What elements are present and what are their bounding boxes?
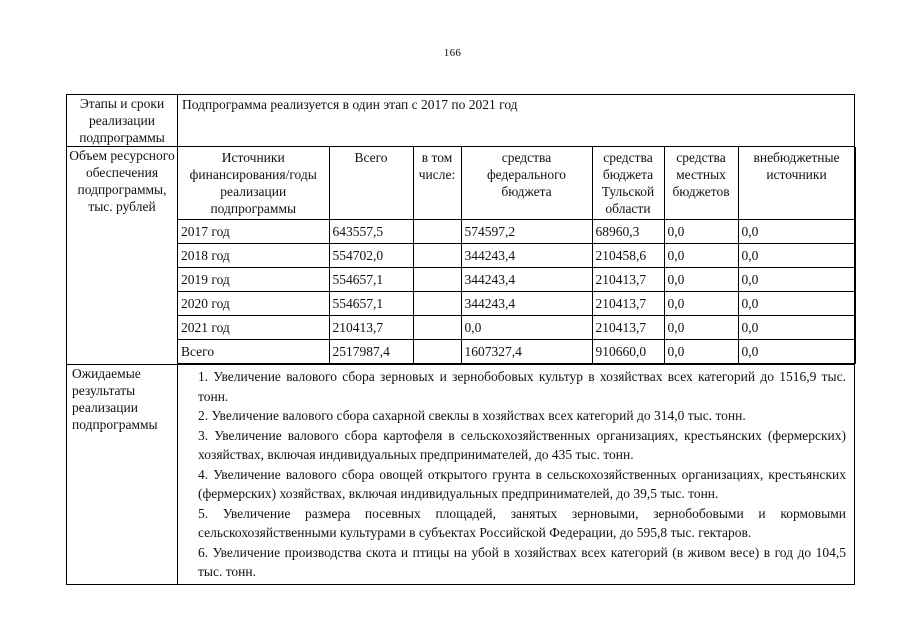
table-cell: 2517987,4 [329, 340, 413, 364]
result-item: 1. Увеличение валового сбора зерновых и зернобобовых культур в хозяйствах всех категорий до 1516,9 тыс. тонн. [198, 369, 846, 404]
table-cell [413, 292, 461, 316]
stages-cell [178, 95, 855, 147]
funding-cell [178, 147, 855, 365]
funding-header-cell: в том числе: [413, 147, 461, 220]
results-label: Ожидаемые результаты реализации подпрограммы [67, 365, 178, 585]
result-item: 6. Увеличение производства скота и птицы на убой в хозяйствах всех категорий (в живом весе) в год до 104,5 тыс. тонн. [198, 544, 846, 579]
stages-label: Этапы и сроки реализации подпрограммы [67, 95, 178, 147]
funding-header-cell: средства бюджета Тульской области [592, 147, 664, 220]
funding-header-cell: Всего [329, 147, 413, 220]
funding-label: Объем ресурсного обеспечения подпрограммы, тыс. рублей [67, 147, 178, 365]
table-cell: 554702,0 [329, 244, 413, 268]
funding-header-row [178, 147, 855, 220]
table-cell: 1607327,4 [461, 340, 592, 364]
table-cell: 210458,6 [592, 244, 664, 268]
table-cell: 2021 год [178, 316, 329, 340]
table-cell: 210413,7 [329, 316, 413, 340]
table-cell: 0,0 [738, 244, 855, 268]
stages-text: Подпрограмма реализуется в один этап с 2017 по 2021 год [182, 97, 518, 112]
table-cell: 0,0 [664, 244, 738, 268]
funding-data-row [178, 220, 855, 244]
result-item: 3. Увеличение валового сбора картофеля в сельскохозяйственных организациях, крестьянских (фермерских) хозяйствах, включая индивидуальных предпринимателей, до 435 тыс. тонн. [198, 427, 846, 462]
funding-data-row [178, 244, 855, 268]
table-cell: 68960,3 [592, 220, 664, 244]
subprogram-passport-table [66, 94, 855, 585]
table-cell: 910660,0 [592, 340, 664, 364]
result-item: 2. Увеличение валового сбора сахарной свеклы в хозяйствах всех категорий до 314,0 тыс. тонн. [198, 408, 746, 423]
table-cell: 210413,7 [592, 316, 664, 340]
funding-header-cell: средства местных бюджетов [664, 147, 738, 220]
table-cell: 2018 год [178, 244, 329, 268]
table-cell: 643557,5 [329, 220, 413, 244]
funding-data-row [178, 292, 855, 316]
table-cell [413, 244, 461, 268]
table-cell: 344243,4 [461, 268, 592, 292]
table-cell: 0,0 [664, 292, 738, 316]
funding-header-cell: внебюджетные источники [738, 147, 855, 220]
table-cell: 2019 год [178, 268, 329, 292]
table-cell: 554657,1 [329, 268, 413, 292]
funding-header-cell: Источники финансирования/годы реализации подпрограммы [178, 147, 329, 220]
stages-row [67, 95, 855, 147]
table-cell: 2020 год [178, 292, 329, 316]
table-cell: 344243,4 [461, 292, 592, 316]
page-number: 166 [443, 47, 462, 59]
result-item: 4. Увеличение валового сбора овощей открытого грунта в сельскохозяйственных организациях, крестьянских (фермерских) хозяйствах, включая индивидуальных предпринимателей, до 39,5 тыс. тонн. [198, 466, 846, 501]
table-cell: 0,0 [738, 316, 855, 340]
table-cell: 0,0 [664, 220, 738, 244]
table-cell: Всего [178, 340, 329, 364]
funding-header-cell: средства федерального бюджета [461, 147, 592, 220]
results-cell [178, 365, 855, 585]
table-cell: 0,0 [664, 316, 738, 340]
table-cell: 574597,2 [461, 220, 592, 244]
funding-table [178, 147, 856, 364]
table-cell: 0,0 [738, 292, 855, 316]
table-cell [413, 316, 461, 340]
table-cell [413, 340, 461, 364]
result-item: 5. Увеличение размера посевных площадей, занятых зерновыми, зернобобовыми и кормовыми сельскохозяйственными культурами в субъектах Российской Федерации, до 595,8 тыс. гектаров. [198, 505, 846, 540]
funding-data-row [178, 268, 855, 292]
table-cell: 344243,4 [461, 244, 592, 268]
table-cell: 0,0 [664, 268, 738, 292]
table-cell: 0,0 [461, 316, 592, 340]
results-row [67, 365, 855, 585]
table-cell: 554657,1 [329, 292, 413, 316]
table-cell: 0,0 [738, 340, 855, 364]
funding-total-row [178, 340, 855, 364]
funding-data-row [178, 316, 855, 340]
funding-row [67, 147, 855, 365]
table-cell: 2017 год [178, 220, 329, 244]
table-cell: 0,0 [738, 220, 855, 244]
table-cell [413, 268, 461, 292]
table-cell: 210413,7 [592, 268, 664, 292]
table-cell [413, 220, 461, 244]
table-cell: 0,0 [738, 268, 855, 292]
table-cell: 210413,7 [592, 292, 664, 316]
table-cell: 0,0 [664, 340, 738, 364]
